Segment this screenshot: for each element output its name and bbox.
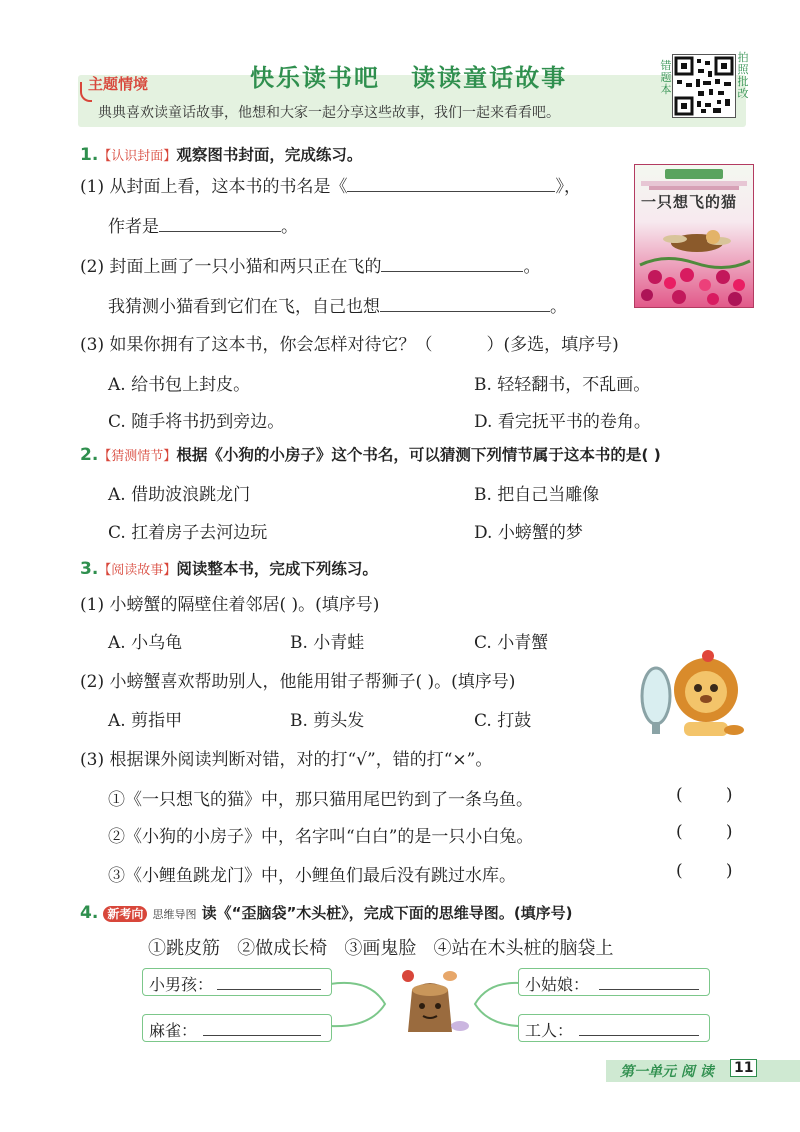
q3-part2-option-c: C. 打鼓	[474, 711, 532, 731]
q3-part1-option-b: B. 小青蛙	[290, 633, 365, 653]
page-number: 11	[730, 1059, 757, 1077]
q3-judge-2-paren[interactable]: ( )	[676, 822, 733, 842]
girl-answer-blank[interactable]	[599, 989, 699, 990]
q1-part1a: (1) 从封面上看，这本书的书名是《 》，	[80, 172, 581, 197]
q4-header	[80, 902, 573, 923]
theme-tag: 主题情境	[88, 75, 149, 93]
q2-heading[interactable]: 根据《小狗的小房子》这个书名，可以猜测下列情节属于这本书的是( )	[176, 446, 661, 464]
worker-label: 工人：	[525, 1021, 574, 1040]
q2-option-c: C. 扛着房子去河边玩	[108, 523, 268, 543]
sparrow-label: 麻雀：	[149, 1021, 198, 1040]
q3-judge-1: ①《一只想飞的猫》中，那只猫用尾巴钓到了一条乌鱼。	[108, 790, 533, 810]
qr-label-right: 拍照批改	[737, 51, 749, 100]
footer-unit: 第一单元 阅 读	[620, 1064, 714, 1080]
new-trend-badge: 新考向	[103, 906, 147, 922]
q3-part1-option-a: A. 小乌龟	[108, 633, 183, 653]
q2-header	[80, 443, 661, 465]
q3-part2-option-b: B. 剪头发	[290, 711, 365, 731]
mind-map-badge: 思维导图	[152, 908, 197, 921]
q3-part2[interactable]: (2) 小螃蟹喜欢帮助别人，他能用钳子帮狮子( )。(填序号)	[80, 672, 516, 692]
tree-stump-illustration	[390, 966, 470, 1040]
worker-answer-blank[interactable]	[579, 1035, 699, 1036]
q1-answer-paren[interactable]: （ ）(多选，填序号)	[415, 335, 619, 355]
q3-header	[80, 557, 378, 579]
book-title-blank[interactable]	[347, 173, 555, 192]
q3-part2-option-a: A. 剪指甲	[108, 711, 183, 731]
q1-number: 1.	[80, 145, 99, 165]
q1-part2a: (2) 封面上画了一只小猫和两只正在飞的 。	[80, 252, 540, 277]
q3-tag: 【阅读故事】	[98, 563, 177, 578]
sparrow-answer-blank[interactable]	[203, 1035, 321, 1036]
mind-map-sparrow-box[interactable]	[142, 1014, 332, 1042]
q3-judge-3-paren[interactable]: ( )	[676, 861, 733, 881]
girl-label: 小姑娘：	[525, 975, 590, 994]
q4-number: 4.	[80, 903, 99, 923]
q1-tag: 【认识封面】	[98, 149, 177, 164]
q2-tag: 【猜测情节】	[98, 449, 177, 464]
q3-part1[interactable]: (1) 小螃蟹的隔壁住着邻居( )。(填序号)	[80, 595, 380, 615]
q1-option-a: A. 给书包上封皮。	[108, 375, 251, 395]
q1-option-d: D. 看完抚平书的卷角。	[474, 412, 651, 432]
q1-header	[80, 143, 362, 165]
q1-part1b: 作者是 。	[108, 212, 298, 237]
mind-map-worker-box[interactable]	[518, 1014, 710, 1042]
q2-option-a: A. 借助波浪跳龙门	[108, 485, 251, 505]
book-cover-image	[634, 164, 754, 308]
q3-number: 3.	[80, 559, 99, 579]
q4-heading: 读《“歪脑袋”木头桩》，完成下面的思维导图。(填序号)	[201, 904, 573, 922]
author-blank[interactable]	[159, 213, 281, 232]
lion-mirror-illustration	[638, 646, 748, 742]
theme-text: 典典喜欢读童话故事，他想和大家一起分享这些故事，我们一起来看看吧。	[98, 105, 560, 121]
qr-code-icon[interactable]	[672, 54, 736, 118]
flying-animal-blank[interactable]	[381, 253, 523, 272]
q2-option-d: D. 小螃蟹的梦	[474, 523, 583, 543]
q3-judge-1-paren[interactable]: ( )	[676, 785, 733, 805]
q3-judge-2: ②《小狗的小房子》中，名字叫“白白”的是一只小白兔。	[108, 827, 534, 847]
qr-label-left: 错题本	[660, 59, 672, 96]
q2-option-b: B. 把自己当雕像	[474, 485, 600, 505]
q1-option-c: C. 随手将书扔到旁边。	[108, 412, 285, 432]
mind-map-girl-box[interactable]	[518, 968, 710, 996]
q2-number: 2.	[80, 445, 99, 465]
book-cover-title: 一只想飞的猫	[641, 193, 738, 211]
mind-map-boy-box[interactable]	[142, 968, 332, 996]
q4-choices: ①跳皮筋 ②做成长椅 ③画鬼脸 ④站在木头桩的脑袋上	[148, 938, 614, 959]
boy-answer-blank[interactable]	[217, 989, 321, 990]
q1-option-b: B. 轻轻翻书，不乱画。	[474, 375, 651, 395]
q3-judge-3: ③《小鲤鱼跳龙门》中，小鲤鱼们最后没有跳过水库。	[108, 866, 516, 886]
q1-part2b: 我猜测小猫看到它们在飞，自己也想 。	[108, 292, 567, 317]
cat-wish-blank[interactable]	[380, 293, 550, 312]
boy-label: 小男孩：	[149, 975, 214, 994]
q3-part1-option-c: C. 小青蟹	[474, 633, 549, 653]
page-title: 快乐读书吧 读读童话故事	[250, 64, 568, 92]
q1-part3: (3) 如果你拥有了这本书，你会怎样对待它？（ ）(多选，填序号)	[80, 335, 619, 355]
q3-heading: 阅读整本书，完成下列练习。	[176, 560, 378, 578]
q3-part3: (3) 根据课外阅读判断对错，对的打“√”，错的打“×”。	[80, 750, 493, 770]
q1-heading: 观察图书封面，完成练习。	[176, 146, 363, 164]
